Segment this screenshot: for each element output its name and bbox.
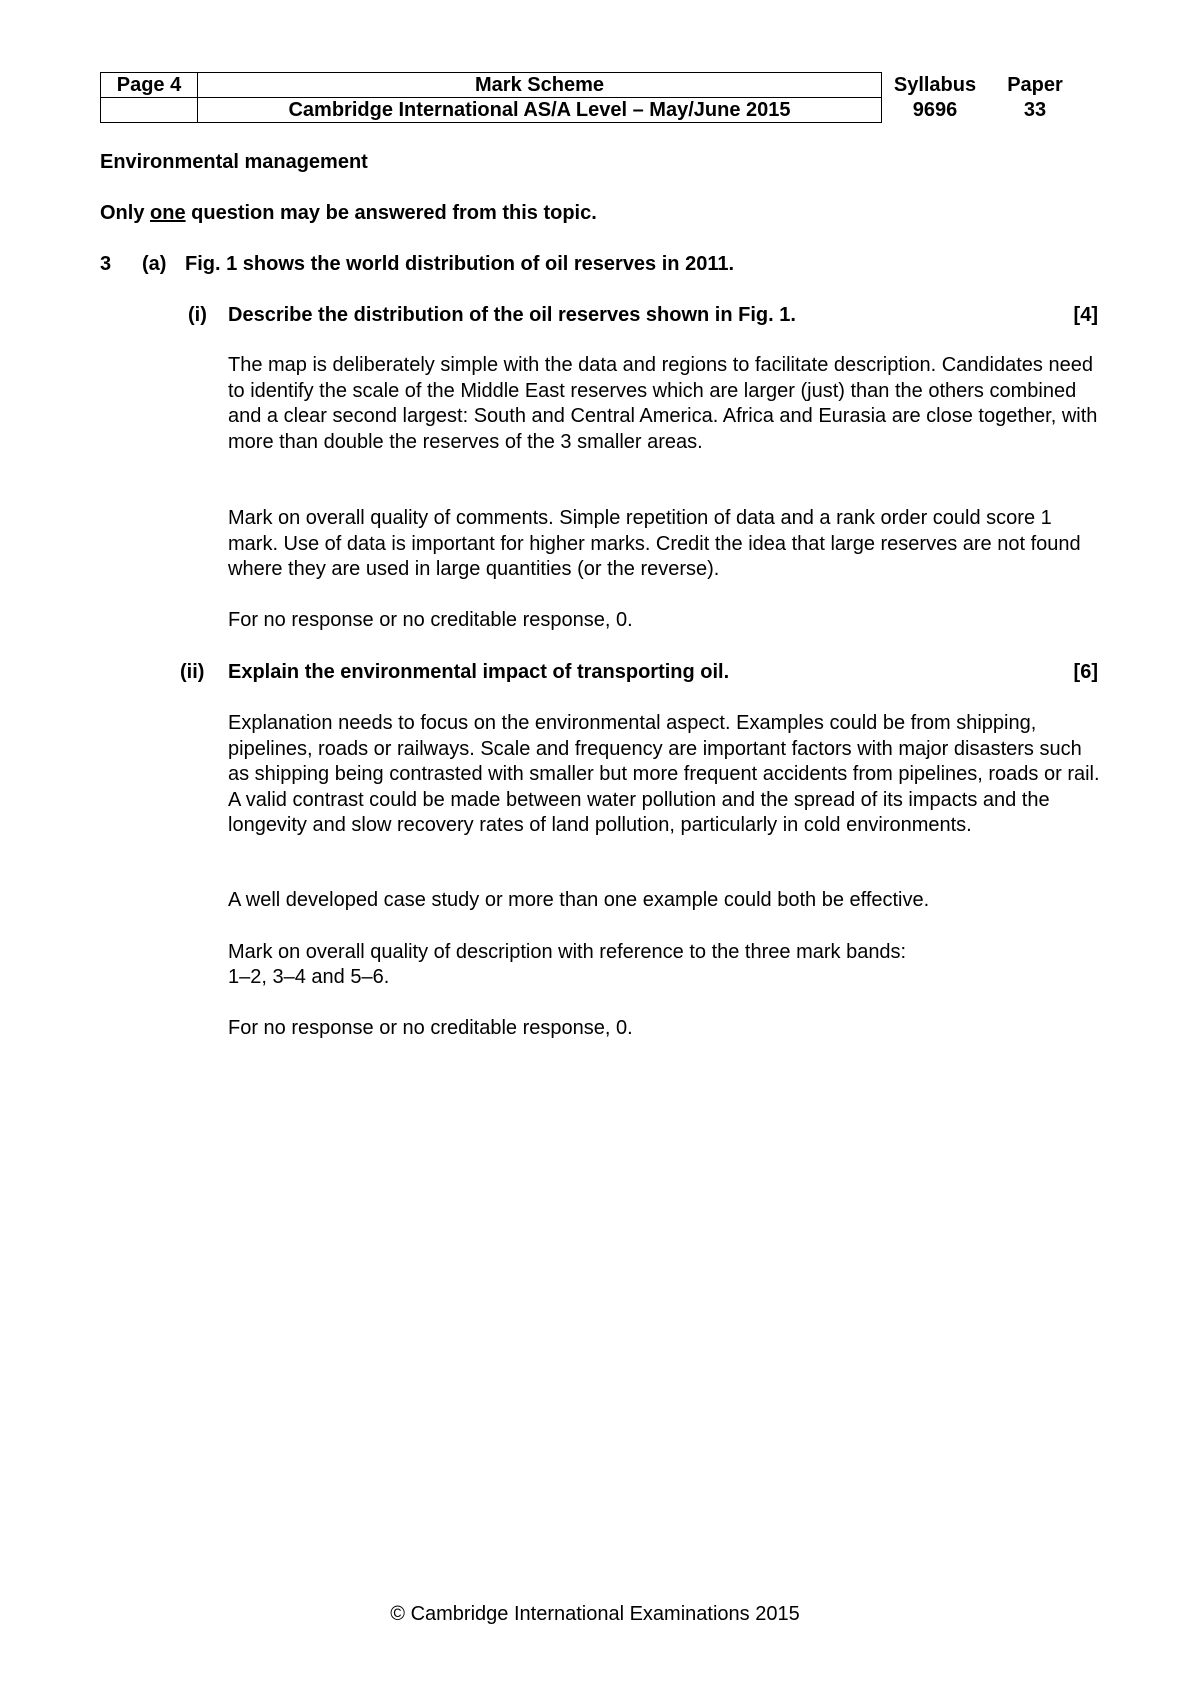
sub-ii-label: (ii)	[180, 661, 205, 683]
instruction-underlined: one	[150, 202, 186, 224]
instruction-before: Only	[100, 202, 151, 224]
sub-i-paragraph-1: The map is deliberately simple with the data and regions to facilitate description. Candidates need to identify the scale of the Middle East reserves which are larger (just) than the others combined and a clear second largest: South and Central America. Africa and Eurasia are close together, with more than double the reserves of the 3 smaller areas.	[228, 354, 1098, 453]
question-part: (a)	[142, 253, 167, 275]
sub-i-paragraph-3: For no response or no creditable response, 0.	[228, 609, 633, 631]
sub-ii-marks: [6]	[1073, 661, 1098, 683]
sub-ii-paragraph-1: Explanation needs to focus on the environmental aspect. Examples could be from shipping, pipelines, roads or railways. Scale and frequency are important factors with major disasters such as shipping being contrasted with smaller but more frequent accidents from pipelines, roads or rail. A valid contrast could be made between water pollution and the spread of its impacts and the longevity and slow recovery rates of land pollution, particularly in cold environments.	[228, 712, 1100, 836]
instruction-after: question may be answered from this topic.	[185, 202, 597, 224]
sub-i-paragraph-2: Mark on overall quality of comments. Simple repetition of data and a rank order could score 1 mark. Use of data is important for higher marks. Credit the idea that large reserves are not found where they are used in large quantities (or the reverse).	[228, 507, 1081, 580]
syllabus-value: 9696	[912, 99, 958, 121]
syllabus-label: Syllabus	[893, 74, 977, 96]
header-empty-cell	[100, 97, 198, 123]
section-title: Environmental management	[100, 151, 368, 173]
header-title: Mark Scheme	[197, 72, 882, 98]
question-stem: Fig. 1 shows the world distribution of oil reserves in 2011.	[185, 253, 735, 275]
sub-i-question: Describe the distribution of the oil reserves shown in Fig. 1.	[228, 304, 796, 326]
footer-copyright: © Cambridge International Examinations 2015	[390, 1603, 800, 1625]
sub-i-marks: [4]	[1073, 304, 1098, 326]
header-subtitle: Cambridge International AS/A Level – May/June 2015	[197, 97, 882, 123]
sub-ii-paragraph-4: 1–2, 3–4 and 5–6.	[228, 966, 390, 988]
page-number: Page 4	[100, 72, 198, 98]
sub-i-label: (i)	[188, 304, 207, 326]
instruction	[100, 200, 597, 226]
sub-ii-question: Explain the environmental impact of transporting oil.	[228, 661, 730, 683]
sub-ii-paragraph-5: For no response or no creditable response, 0.	[228, 1017, 633, 1039]
paper-label: Paper	[1007, 74, 1063, 96]
sub-ii-paragraph-2: A well developed case study or more than one example could both be effective.	[228, 889, 930, 911]
paper-value: 33	[1023, 99, 1047, 121]
sub-ii-paragraph-3: Mark on overall quality of description with reference to the three mark bands:	[228, 941, 907, 963]
question-number: 3	[100, 253, 112, 275]
